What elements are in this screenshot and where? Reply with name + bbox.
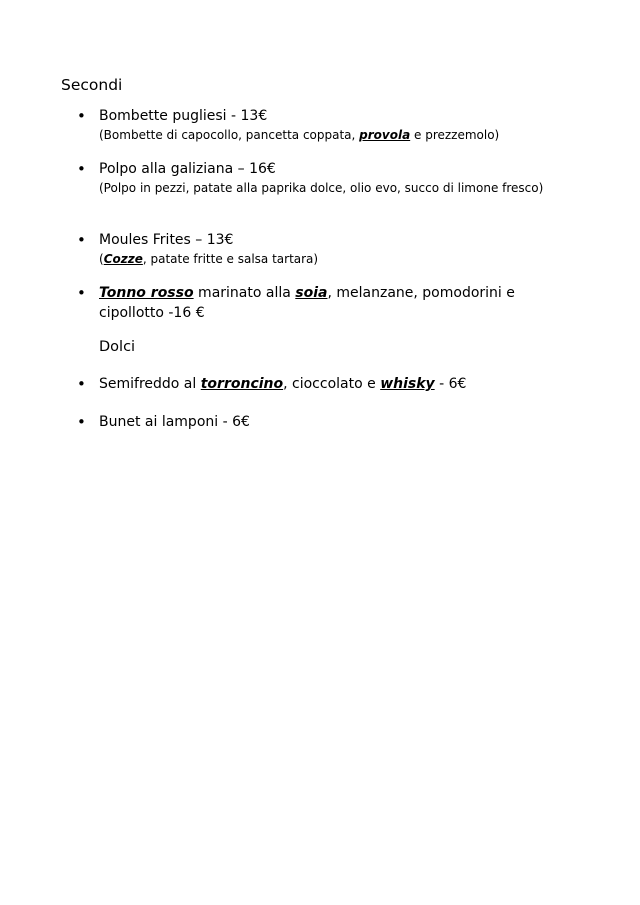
name-text: marinato alla bbox=[193, 285, 296, 301]
list-item bbox=[77, 106, 549, 144]
highlight-ingredient: Tonno rosso bbox=[99, 285, 194, 301]
dish-name: Moules Frites – 13€ bbox=[99, 232, 234, 248]
list-item bbox=[77, 230, 549, 268]
dish-name: Bombette pugliesi - 13€ bbox=[99, 108, 268, 124]
name-text: , melanzane, pomodorini e cipollotto -16 € bbox=[99, 285, 515, 321]
name-text: - 6€ bbox=[434, 376, 467, 392]
desc-text: ( bbox=[99, 252, 104, 266]
desc-text: , patate fritte e salsa tartara) bbox=[142, 252, 319, 266]
dish-name bbox=[99, 283, 539, 323]
section-title-dolci: Dolci bbox=[99, 339, 136, 355]
dish-name: Bunet ai lamponi - 6€ bbox=[99, 414, 250, 430]
desc-text: (Bombette di capocollo, pancetta coppata, bbox=[99, 128, 360, 142]
list-item bbox=[77, 159, 549, 197]
list-item bbox=[77, 283, 539, 323]
bullet: • bbox=[77, 413, 86, 431]
dish-name bbox=[99, 374, 549, 394]
bullet: • bbox=[77, 231, 86, 249]
highlight-ingredient: soia bbox=[295, 285, 328, 301]
dish-description bbox=[99, 250, 549, 268]
bullet: • bbox=[77, 284, 86, 302]
highlight-ingredient: Cozze bbox=[103, 252, 143, 266]
name-text: , cioccolato e bbox=[283, 376, 381, 392]
name-text: Semifreddo al bbox=[99, 376, 201, 392]
bullet: • bbox=[77, 160, 86, 178]
list-item bbox=[77, 412, 549, 432]
dish-name: Polpo alla galiziana – 16€ bbox=[99, 161, 276, 177]
list-item bbox=[77, 374, 549, 394]
highlight-ingredient: provola bbox=[359, 128, 411, 142]
section-title-secondi: Secondi bbox=[61, 76, 123, 94]
bullet: • bbox=[77, 375, 86, 393]
bullet: • bbox=[77, 107, 86, 125]
highlight-ingredient: whisky bbox=[380, 376, 435, 392]
highlight-ingredient: torroncino bbox=[200, 376, 284, 392]
dish-description bbox=[99, 126, 549, 144]
desc-text: e prezzemolo) bbox=[410, 128, 500, 142]
dish-description: (Polpo in pezzi, patate alla paprika dolce, olio evo, succo di limone fresco) bbox=[99, 181, 544, 195]
